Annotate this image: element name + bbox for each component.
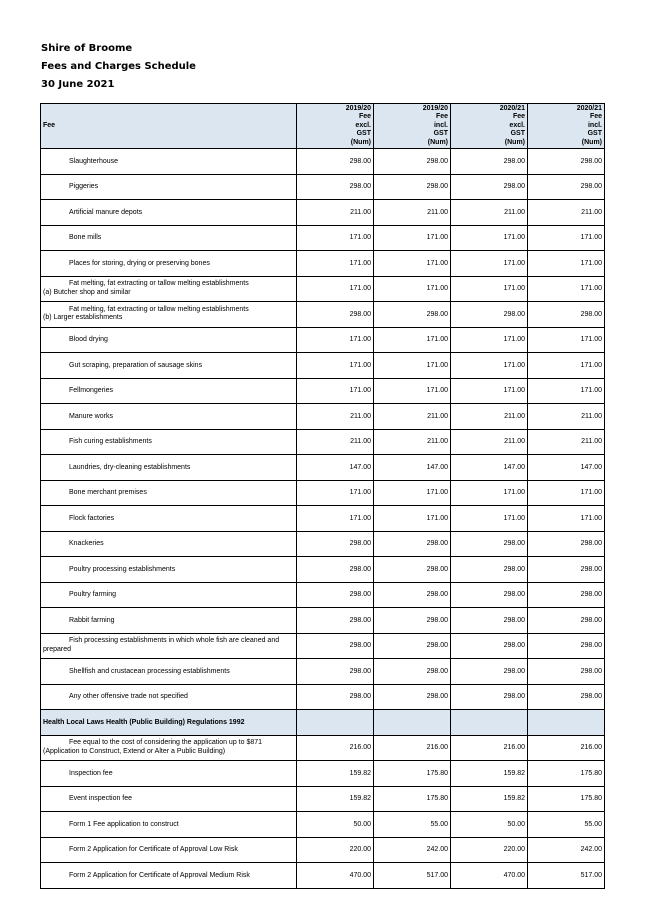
fee-2020-excl-gst: 171.00 (451, 251, 528, 277)
fee-2020-excl-gst (451, 710, 528, 736)
organisation-name: Shire of Broome (41, 43, 133, 54)
fee-2020-incl-gst (528, 710, 605, 736)
fee-2020-incl-gst: 211.00 (528, 429, 605, 455)
fee-2019-excl-gst: 50.00 (297, 812, 374, 838)
fee-2020-excl-gst: 159.82 (451, 761, 528, 787)
fee-2019-excl-gst: 171.00 (297, 327, 374, 353)
fee-2020-incl-gst: 298.00 (528, 582, 605, 608)
fee-2019-excl-gst: 298.00 (297, 659, 374, 685)
fee-2019-excl-gst: 298.00 (297, 608, 374, 634)
fee-2020-incl-gst: 171.00 (528, 378, 605, 404)
fee-2020-incl-gst: 298.00 (528, 531, 605, 557)
table-row (41, 506, 605, 532)
fee-2019-incl-gst: 171.00 (374, 353, 451, 379)
fee-2020-incl-gst: 171.00 (528, 327, 605, 353)
fee-description: Inspection fee (41, 761, 297, 787)
fee-2020-excl-gst: 159.82 (451, 786, 528, 812)
fee-description: Laundries, dry-cleaning establishments (41, 455, 297, 481)
table-row (41, 480, 605, 506)
fee-2019-excl-gst: 298.00 (297, 684, 374, 710)
table-row (41, 276, 605, 302)
fee-2019-incl-gst: 298.00 (374, 302, 451, 328)
fee-2020-excl-gst: 216.00 (451, 735, 528, 761)
fee-2019-excl-gst: 147.00 (297, 455, 374, 481)
fee-2020-excl-gst: 298.00 (451, 633, 528, 659)
fee-description: Piggeries (41, 174, 297, 200)
fee-2020-incl-gst: 171.00 (528, 225, 605, 251)
table-row (41, 327, 605, 353)
fee-2019-excl-gst: 159.82 (297, 786, 374, 812)
fee-2020-excl-gst: 298.00 (451, 149, 528, 175)
fee-2019-excl-gst: 298.00 (297, 149, 374, 175)
fee-2019-incl-gst: 216.00 (374, 735, 451, 761)
fee-description: Flock factories (41, 506, 297, 532)
fee-description: Slaughterhouse (41, 149, 297, 175)
fee-description: Bone merchant premises (41, 480, 297, 506)
fee-2019-excl-gst: 298.00 (297, 582, 374, 608)
fee-2019-excl-gst: 171.00 (297, 353, 374, 379)
fee-2019-incl-gst: 175.80 (374, 761, 451, 787)
fee-2019-excl-gst: 216.00 (297, 735, 374, 761)
fee-2019-excl-gst: 211.00 (297, 404, 374, 430)
fee-2019-excl-gst: 211.00 (297, 429, 374, 455)
section-header-row (41, 710, 605, 736)
fee-2020-excl-gst: 171.00 (451, 480, 528, 506)
table-row (41, 684, 605, 710)
fee-2019-excl-gst: 171.00 (297, 251, 374, 277)
fee-description: Bone mills (41, 225, 297, 251)
fee-2019-incl-gst: 171.00 (374, 327, 451, 353)
fee-2020-incl-gst: 171.00 (528, 506, 605, 532)
fee-2019-incl-gst: 171.00 (374, 225, 451, 251)
table-row (41, 302, 605, 328)
fee-2020-incl-gst: 298.00 (528, 608, 605, 634)
fee-2020-excl-gst: 298.00 (451, 659, 528, 685)
fee-2020-incl-gst: 171.00 (528, 276, 605, 302)
table-row (41, 429, 605, 455)
fee-2020-incl-gst: 242.00 (528, 837, 605, 863)
fee-2020-incl-gst: 175.80 (528, 786, 605, 812)
fee-2020-incl-gst: 517.00 (528, 863, 605, 889)
fee-2020-incl-gst: 216.00 (528, 735, 605, 761)
table-row (41, 174, 605, 200)
fee-2020-excl-gst: 171.00 (451, 327, 528, 353)
fee-2020-incl-gst: 298.00 (528, 557, 605, 583)
fee-description: Fish processing establishments in which whole fish are cleaned and prepared (41, 633, 297, 659)
fee-2020-excl-gst: 171.00 (451, 506, 528, 532)
fees-table (40, 103, 605, 889)
table-row (41, 557, 605, 583)
fee-2019-excl-gst: 298.00 (297, 302, 374, 328)
fee-2019-incl-gst: 298.00 (374, 149, 451, 175)
fee-2020-excl-gst: 298.00 (451, 684, 528, 710)
fee-description: Fish curing establishments (41, 429, 297, 455)
fee-2020-incl-gst: 298.00 (528, 633, 605, 659)
fee-2019-incl-gst: 211.00 (374, 404, 451, 430)
fee-2020-excl-gst: 298.00 (451, 531, 528, 557)
table-row (41, 404, 605, 430)
fee-description: Rabbit farming (41, 608, 297, 634)
fee-description: Gut scraping, preparation of sausage skins (41, 353, 297, 379)
table-row (41, 531, 605, 557)
section-title: Health Local Laws Health (Public Building) Regulations 1992 (41, 710, 297, 736)
fee-description: Any other offensive trade not specified (41, 684, 297, 710)
fee-description: Form 2 Application for Certificate of Approval Low Risk (41, 837, 297, 863)
fee-2020-excl-gst: 211.00 (451, 404, 528, 430)
fee-2019-incl-gst: 298.00 (374, 531, 451, 557)
fee-2019-excl-gst: 298.00 (297, 531, 374, 557)
fee-2020-incl-gst: 147.00 (528, 455, 605, 481)
fee-2019-incl-gst: 171.00 (374, 251, 451, 277)
fee-2020-excl-gst: 298.00 (451, 608, 528, 634)
fee-2020-incl-gst: 171.00 (528, 251, 605, 277)
fee-2020-incl-gst: 298.00 (528, 174, 605, 200)
fee-2019-incl-gst: 171.00 (374, 378, 451, 404)
fee-2019-excl-gst: 171.00 (297, 276, 374, 302)
fee-2019-excl-gst: 298.00 (297, 557, 374, 583)
fee-description: Knackeries (41, 531, 297, 557)
fee-2019-incl-gst: 298.00 (374, 174, 451, 200)
fee-2020-incl-gst: 298.00 (528, 659, 605, 685)
fee-2020-excl-gst: 298.00 (451, 557, 528, 583)
fee-2019-incl-gst: 147.00 (374, 455, 451, 481)
table-row (41, 735, 605, 761)
fee-2020-excl-gst: 211.00 (451, 200, 528, 226)
fee-2019-incl-gst: 175.80 (374, 786, 451, 812)
fee-2020-incl-gst: 55.00 (528, 812, 605, 838)
fee-2019-incl-gst: 211.00 (374, 429, 451, 455)
fee-description: Shellfish and crustacean processing establishments (41, 659, 297, 685)
table-row (41, 863, 605, 889)
fee-2019-excl-gst: 171.00 (297, 378, 374, 404)
fee-2019-incl-gst: 242.00 (374, 837, 451, 863)
fee-2019-incl-gst: 171.00 (374, 276, 451, 302)
table-row (41, 378, 605, 404)
fee-2020-excl-gst: 298.00 (451, 174, 528, 200)
fee-description: Form 1 Fee application to construct (41, 812, 297, 838)
fee-2019-incl-gst: 55.00 (374, 812, 451, 838)
fee-2019-excl-gst (297, 710, 374, 736)
fee-2019-incl-gst: 517.00 (374, 863, 451, 889)
table-row (41, 633, 605, 659)
fee-2019-incl-gst: 298.00 (374, 557, 451, 583)
fee-description: Fellmongeries (41, 378, 297, 404)
table-row (41, 149, 605, 175)
table-row (41, 837, 605, 863)
table-row (41, 659, 605, 685)
fee-2020-excl-gst: 298.00 (451, 582, 528, 608)
document-header (41, 40, 196, 94)
fee-2020-excl-gst: 470.00 (451, 863, 528, 889)
fee-2020-excl-gst: 211.00 (451, 429, 528, 455)
fee-2020-excl-gst: 147.00 (451, 455, 528, 481)
document-date: 30 June 2021 (41, 79, 115, 90)
fee-2019-excl-gst: 211.00 (297, 200, 374, 226)
fee-2019-excl-gst: 470.00 (297, 863, 374, 889)
fee-2020-incl-gst: 298.00 (528, 149, 605, 175)
fee-2020-excl-gst: 220.00 (451, 837, 528, 863)
column-header-2019-excl: 2019/20 Fee excl. GST (Num) (297, 104, 374, 149)
table-row (41, 251, 605, 277)
table-row (41, 812, 605, 838)
fee-description: Fee equal to the cost of considering the application up to $871 (Application to Construct, Extend or Alter a Public Building) (41, 735, 297, 761)
fee-description: Fat melting, fat extracting or tallow melting establishments (a) Butcher shop and similar (41, 276, 297, 302)
table-header-row (41, 104, 605, 149)
column-header-2020-excl: 2020/21 Fee excl. GST (Num) (451, 104, 528, 149)
fee-description: Blood drying (41, 327, 297, 353)
table-row (41, 200, 605, 226)
fee-2019-excl-gst: 220.00 (297, 837, 374, 863)
fee-2020-incl-gst: 211.00 (528, 404, 605, 430)
table-row (41, 761, 605, 787)
fee-2019-incl-gst (374, 710, 451, 736)
fee-2019-incl-gst: 298.00 (374, 608, 451, 634)
fee-2019-incl-gst: 298.00 (374, 659, 451, 685)
fee-description: Places for storing, drying or preserving bones (41, 251, 297, 277)
column-header-2020-incl: 2020/21 Fee incl. GST (Num) (528, 104, 605, 149)
fee-description: Event inspection fee (41, 786, 297, 812)
fee-2020-excl-gst: 171.00 (451, 276, 528, 302)
fee-2019-incl-gst: 298.00 (374, 684, 451, 710)
table-row (41, 353, 605, 379)
fee-2020-excl-gst: 171.00 (451, 225, 528, 251)
fee-2019-excl-gst: 171.00 (297, 506, 374, 532)
fee-2020-incl-gst: 175.80 (528, 761, 605, 787)
table-row (41, 582, 605, 608)
fee-2019-excl-gst: 298.00 (297, 633, 374, 659)
fee-description: Form 2 Application for Certificate of Approval Medium Risk (41, 863, 297, 889)
fee-2020-incl-gst: 298.00 (528, 302, 605, 328)
fee-2020-incl-gst: 171.00 (528, 353, 605, 379)
table-row (41, 608, 605, 634)
fee-2019-incl-gst: 171.00 (374, 480, 451, 506)
column-header-fee: Fee (41, 104, 297, 149)
fee-2020-incl-gst: 171.00 (528, 480, 605, 506)
fee-description: Poultry processing establishments (41, 557, 297, 583)
column-header-2019-incl: 2019/20 Fee incl. GST (Num) (374, 104, 451, 149)
fee-2019-incl-gst: 211.00 (374, 200, 451, 226)
document-title: Fees and Charges Schedule (41, 61, 196, 72)
fee-2020-excl-gst: 298.00 (451, 302, 528, 328)
fee-2019-excl-gst: 159.82 (297, 761, 374, 787)
fee-description: Fat melting, fat extracting or tallow melting establishments (b) Larger establishments (41, 302, 297, 328)
fee-2020-excl-gst: 171.00 (451, 353, 528, 379)
fees-table-body (41, 149, 605, 889)
table-row (41, 786, 605, 812)
fee-2019-incl-gst: 298.00 (374, 582, 451, 608)
fee-2020-incl-gst: 211.00 (528, 200, 605, 226)
fee-description: Poultry farming (41, 582, 297, 608)
fee-2019-excl-gst: 298.00 (297, 174, 374, 200)
fee-2020-incl-gst: 298.00 (528, 684, 605, 710)
fee-2020-excl-gst: 171.00 (451, 378, 528, 404)
fee-2019-incl-gst: 298.00 (374, 633, 451, 659)
table-row (41, 225, 605, 251)
fee-2019-excl-gst: 171.00 (297, 225, 374, 251)
fee-2019-excl-gst: 171.00 (297, 480, 374, 506)
table-row (41, 455, 605, 481)
fee-description: Artificial manure depots (41, 200, 297, 226)
fee-2019-incl-gst: 171.00 (374, 506, 451, 532)
fee-description: Manure works (41, 404, 297, 430)
fee-2020-excl-gst: 50.00 (451, 812, 528, 838)
